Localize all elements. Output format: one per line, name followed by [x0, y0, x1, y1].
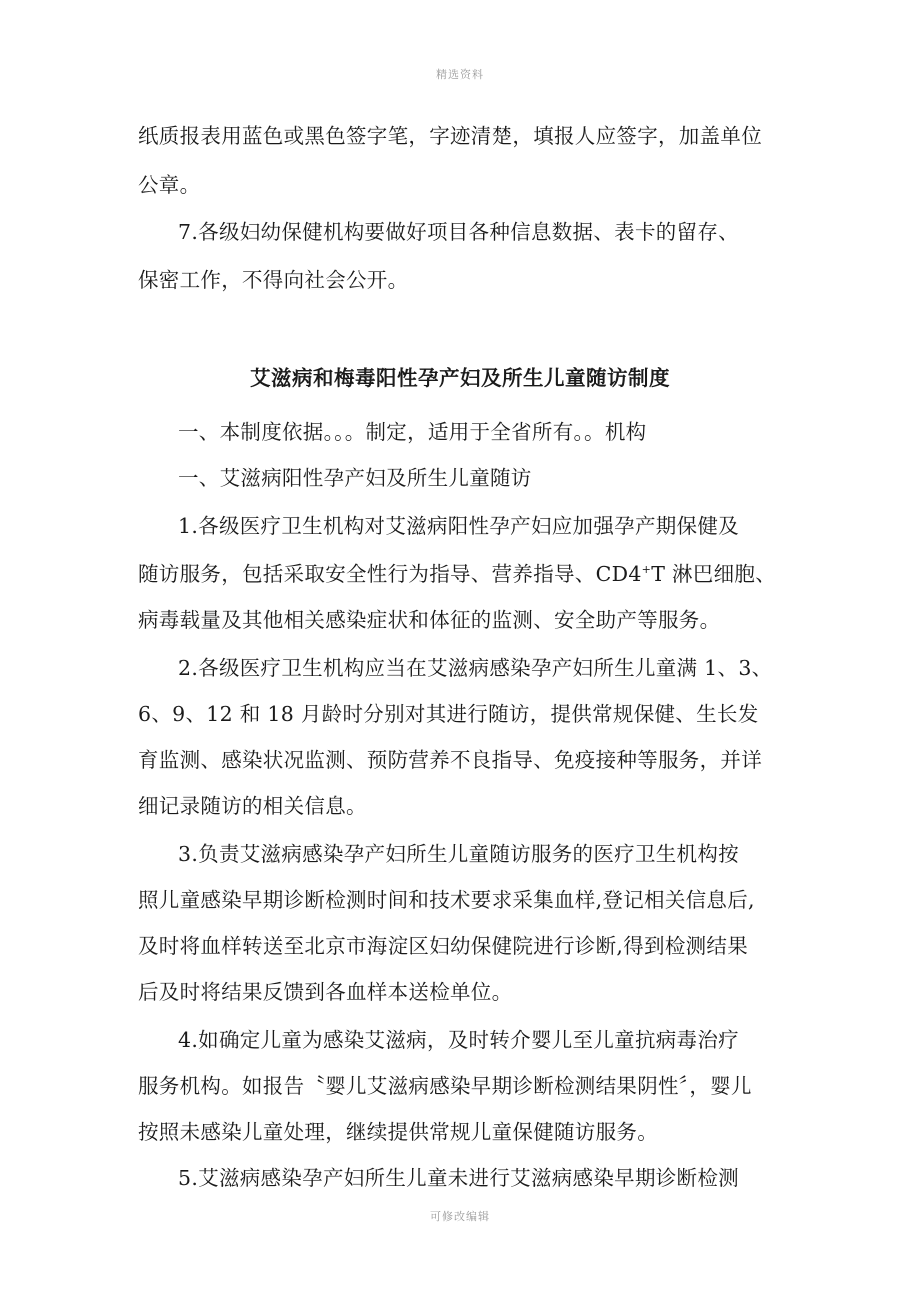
item1-line-1: 1.各级医疗卫生机构对艾滋病阳性孕产妇应加强孕产期保健及: [178, 514, 739, 538]
item2-line-2: 6、9、12 和 18 月龄时分别对其进行随访，提供常规保健、生长发: [138, 702, 759, 726]
running-header: 精选资料: [436, 68, 484, 81]
item4-line-1: 4.如确定儿童为感染艾滋病，及时转介婴儿至儿童抗病毒治疗: [178, 1028, 739, 1052]
item1-line-2: [138, 560, 788, 588]
item2-line-4: 细记录随访的相关信息。: [138, 794, 367, 818]
item3-line-3: 及时将血样转送至北京市海淀区妇幼保健院进行诊断,得到检测结果: [138, 934, 749, 958]
section-heading: 一、艾滋病阳性孕产妇及所生儿童随访: [178, 466, 532, 490]
item1-line-2b: T 淋巴细胞、: [651, 562, 776, 586]
intro-line-2: 公章。: [138, 173, 201, 197]
section-intro: 一、本制度依据。。。制定，适用于全省所有。。机构: [178, 420, 647, 444]
item1-line-3: 病毒载量及其他相关感染症状和体征的监测、安全助产等服务。: [138, 608, 721, 632]
item3-line-1: 3.负责艾滋病感染孕产妇所生儿童随访服务的医疗卫生机构按: [178, 842, 739, 866]
item4-line-2: 服务机构。如报告〝婴儿艾滋病感染早期诊断检测结果阴性〞，婴儿: [138, 1074, 752, 1098]
item3-line-4: 后及时将结果反馈到各血样本送检单位。: [138, 980, 513, 1004]
item2-line-3: 育监测、感染状况监测、预防营养不良指导、免疫接种等服务，并详: [138, 748, 762, 772]
item4-line-3: 按照未感染儿童处理，继续提供常规儿童保健随访服务。: [138, 1120, 658, 1144]
document-title: 艾滋病和梅毒阳性孕产妇及所生儿童随访制度: [250, 366, 670, 390]
running-footer: 可修改编辑: [430, 1210, 490, 1223]
intro-line-1: 纸质报表用蓝色或黑色签字笔，字迹清楚，填报人应签字，加盖单位: [138, 124, 762, 148]
item7-line-2: 保密工作，不得向社会公开。: [138, 268, 409, 292]
item2-line-1: 2.各级医疗卫生机构应当在艾滋病感染孕产妇所生儿童满 1、3、: [178, 656, 773, 680]
item7-line-1: 7.各级妇幼保健机构要做好项目各种信息数据、表卡的留存、: [178, 220, 739, 244]
superscript-plus: +: [641, 563, 652, 576]
item1-line-2a: 随访服务，包括采取安全性行为指导、营养指导、CD4: [138, 562, 642, 586]
item5-line-1: 5.艾滋病感染孕产妇所生儿童未进行艾滋病感染早期诊断检测: [178, 1166, 739, 1190]
item3-line-2: 照儿童感染早期诊断检测时间和技术要求采集血样,登记相关信息后,: [138, 888, 755, 912]
